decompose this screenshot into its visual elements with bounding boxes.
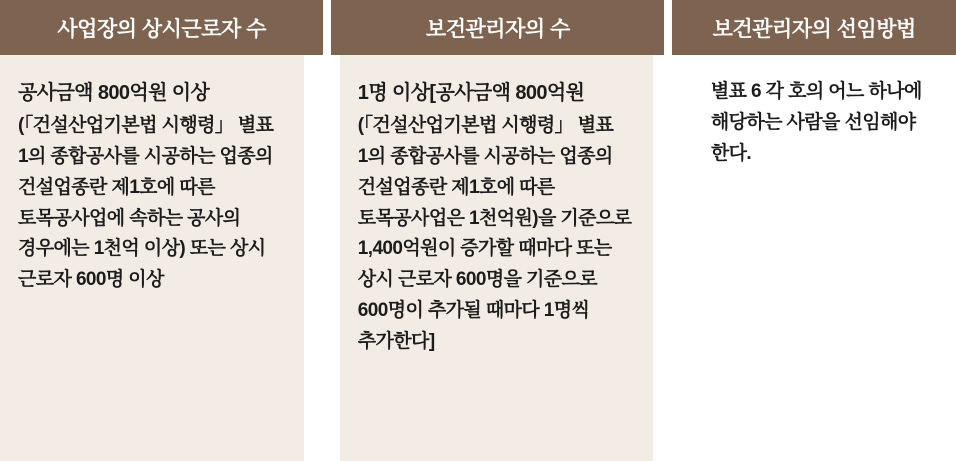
cell-manager-count-title: 1명 이상[공사금액 800억원 (357, 82, 585, 104)
body-divider-1 (304, 55, 340, 461)
column-header-worker-count: 사업장의 상시근로자 수 (0, 0, 323, 55)
cell-appointment-method-body: 별표 6 각 호의 어느 하나에 해당하는 사람을 선임해야 한다. (710, 81, 922, 164)
body-divider-2 (653, 55, 689, 461)
cell-appointment-method (689, 55, 956, 461)
header-divider-1 (323, 0, 331, 55)
cell-worker-count-title: 공사금액 800억원 이상 (18, 82, 210, 104)
table-row (0, 55, 956, 461)
cell-worker-count (0, 55, 304, 461)
cell-manager-count (340, 55, 653, 461)
table-header-row (0, 0, 956, 55)
column-header-appointment-method: 보건관리자의 선임방법 (672, 0, 956, 55)
cell-manager-count-body: (「건설산업기본법 시행령」 별표 1의 종합공사를 시공하는 업종의 건설업종란 제1호에 따른 토목공사업은 1천억원)을 기준으로 1,400억원이 증가할 때마다 또는 상시 근로자 600명을 기준으로 600명이 추가될 때마다 1명씩 추가한다] (357, 115, 632, 352)
column-header-manager-count: 보건관리자의 수 (331, 0, 664, 55)
cell-worker-count-body: (「건설산업기본법 시행령」 별표 1의 종합공사를 시공하는 업종의 건설업종란 제1호에 따른 토목공사업에 속하는 공사의 경우에는 1천억 이상) 또는 상시 근로자 600명 이상 (18, 115, 274, 291)
header-divider-2 (664, 0, 672, 55)
